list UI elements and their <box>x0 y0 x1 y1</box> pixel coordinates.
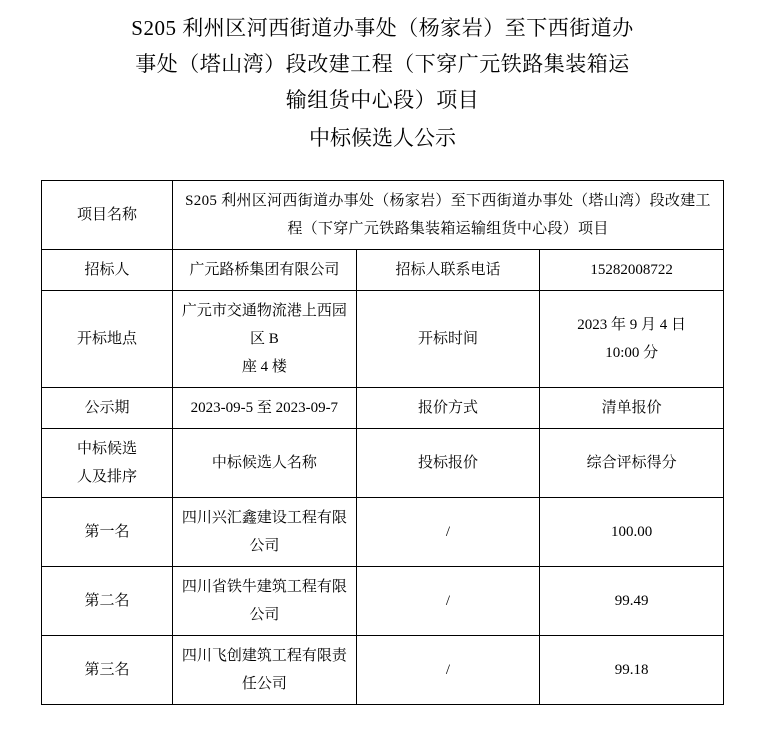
table-row <box>42 636 724 705</box>
table-row <box>42 567 724 636</box>
bid-open-place-value <box>173 291 357 388</box>
score-header: 综合评标得分 <box>540 429 724 498</box>
bid-open-place-label: 开标地点 <box>42 291 173 388</box>
table-row <box>42 498 724 567</box>
table-row <box>42 291 724 388</box>
bid-open-time-value <box>540 291 724 388</box>
table-row <box>42 250 724 291</box>
table-row <box>42 429 724 498</box>
tenderee-value: 广元路桥集团有限公司 <box>173 250 357 291</box>
publicity-period-label: 公示期 <box>42 388 173 429</box>
bid-open-place-value-line-1: 广元市交通物流港上西园区 B <box>181 303 347 347</box>
candidate-rank: 第三名 <box>42 636 173 705</box>
tenderee-phone-value: 15282008722 <box>540 250 724 291</box>
publicity-period-value: 2023-09-5 至 2023-09-7 <box>173 388 357 429</box>
candidate-price: / <box>356 567 540 636</box>
candidate-name: 四川飞创建筑工程有限责任公司 <box>173 636 357 705</box>
page-title-line-1: S205 利州区河西街道办事处（杨家岩）至下西街道办 <box>131 16 634 40</box>
candidate-price: / <box>356 636 540 705</box>
bid-open-time-label: 开标时间 <box>356 291 540 388</box>
candidate-rank: 第一名 <box>42 498 173 567</box>
tenderee-label: 招标人 <box>42 250 173 291</box>
candidates-label <box>42 429 173 498</box>
page-title <box>0 0 765 118</box>
candidate-score: 99.49 <box>540 567 724 636</box>
table-row <box>42 388 724 429</box>
candidate-score: 99.18 <box>540 636 724 705</box>
page-subtitle: 中标候选人公示 <box>309 126 456 150</box>
bid-price-header: 投标报价 <box>356 429 540 498</box>
page-title-line-2: 事处（塔山湾）段改建工程（下穿广元铁路集装箱运 <box>135 52 630 76</box>
project-name-label: 项目名称 <box>42 181 173 250</box>
table-row <box>42 181 724 250</box>
candidate-price: / <box>356 498 540 567</box>
candidate-score: 100.00 <box>540 498 724 567</box>
quote-method-value: 清单报价 <box>540 388 724 429</box>
bid-open-time-value-line-2: 10:00 分 <box>605 345 659 361</box>
info-table-wrapper <box>41 180 724 705</box>
candidate-name: 四川兴汇鑫建设工程有限公司 <box>173 498 357 567</box>
bid-open-place-value-line-2: 座 4 楼 <box>241 359 287 375</box>
candidates-label-line-1: 中标候选 <box>76 441 137 457</box>
quote-method-label: 报价方式 <box>356 388 540 429</box>
candidates-label-line-2: 人及排序 <box>76 469 137 485</box>
project-name-value: S205 利州区河西街道办事处（杨家岩）至下西街道办事处（塔山湾）段改建工程（下穿广元铁路集装箱运输组货中心段）项目 <box>173 181 724 250</box>
page-title-line-3: 输组货中心段）项目 <box>285 88 480 112</box>
candidate-name: 四川省铁牛建筑工程有限公司 <box>173 567 357 636</box>
candidates-name-header: 中标候选人名称 <box>173 429 357 498</box>
tenderee-phone-label: 招标人联系电话 <box>356 250 540 291</box>
info-table <box>41 180 724 705</box>
candidate-rank: 第二名 <box>42 567 173 636</box>
bid-open-time-value-line-1: 2023 年 9 月 4 日 <box>577 317 687 333</box>
